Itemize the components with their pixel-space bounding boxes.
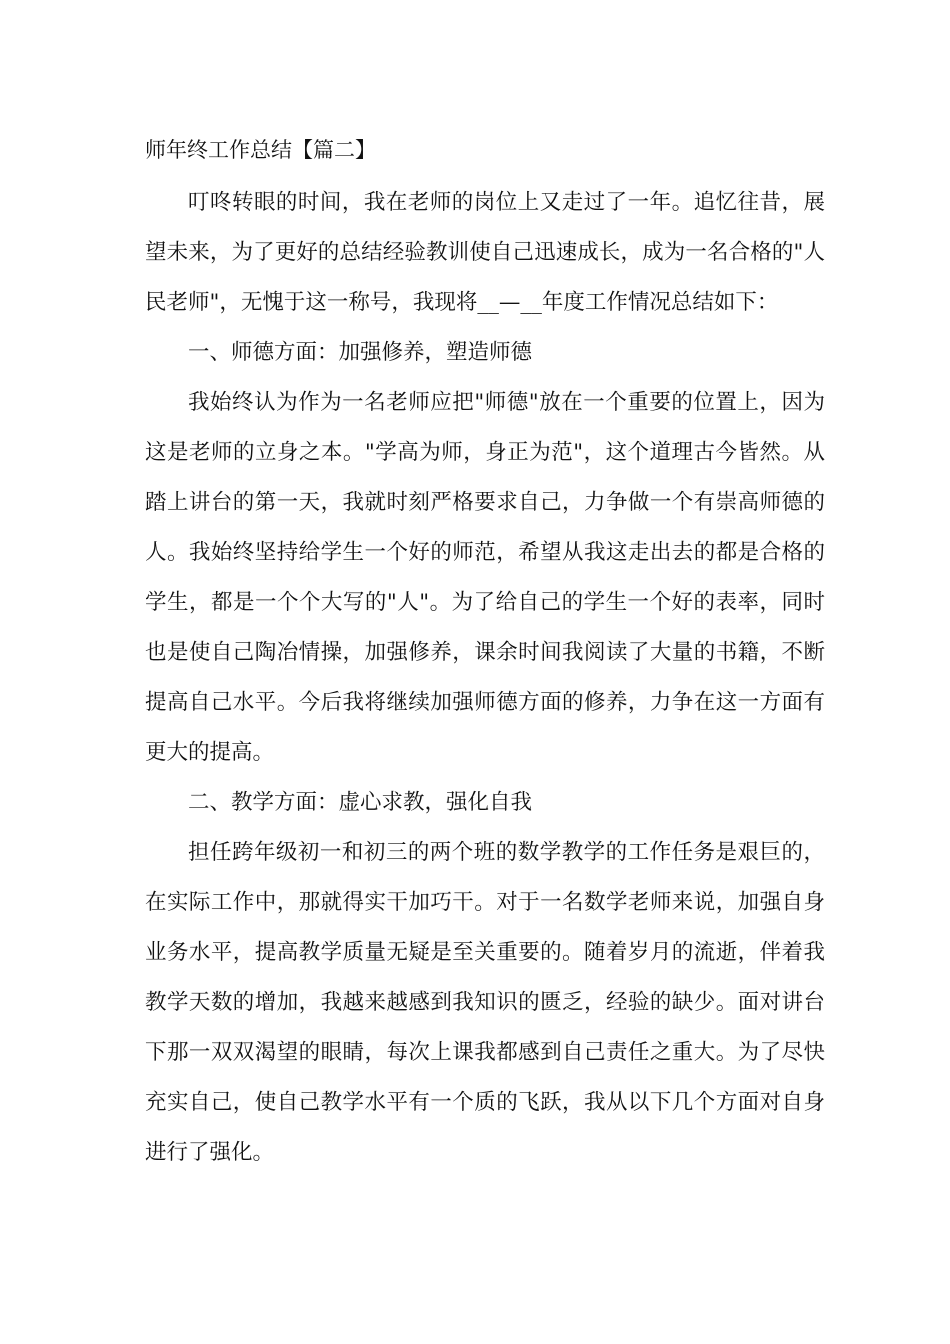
ethics-paragraph: 我始终认为作为一名老师应把"师德"放在一个重要的位置上，因为这是老师的立身之本。"学高为师，身正为范"，这个道理古今皆然。从踏上讲台的第一天，我就时刻严格要求自己，力争做一个有崇高师德的人。我始终坚持给学生一个好的师范，希望从我这走出去的都是合格的学生，都是一个个大写的"人"。为了给自己的学生一个好的表率，同时也是使自己陶冶情操，加强修养，课余时间我阅读了大量的书籍，不断提高自己水平。今后我将继续加强师德方面的修养，力争在这一方面有更大的提高。: [145, 390, 825, 765]
section-heading-ethics: 一、师德方面：加强修养，塑造师德: [188, 340, 533, 365]
document-title: 师年终工作总结【篇二】: [145, 138, 376, 162]
intro-paragraph: 叮咚转眼的时间，我在老师的岗位上又走过了一年。追忆往昔，展望未来，为了更好的总结经验教训使自己迅速成长，成为一名合格的"人民老师"，无愧于这一称号，我现将__—__年度工作情况总结如下：: [145, 190, 825, 315]
section-heading-teaching: 二、教学方面：虚心求教，强化自我: [188, 790, 533, 815]
teaching-paragraph: 担任跨年级初一和初三的两个班的数学教学的工作任务是艰巨的，在实际工作中，那就得实干加巧干。对于一名数学老师来说，加强自身业务水平，提高教学质量无疑是至关重要的。随着岁月的流逝，伴着我教学天数的增加，我越来越感到我知识的匮乏，经验的缺少。面对讲台下那一双双渴望的眼睛，每次上课我都感到自己责任之重大。为了尽快充实自己，使自己教学水平有一个质的飞跃，我从以下几个方面对自身进行了强化。: [145, 840, 825, 1165]
document-page: [145, 128, 825, 1178]
